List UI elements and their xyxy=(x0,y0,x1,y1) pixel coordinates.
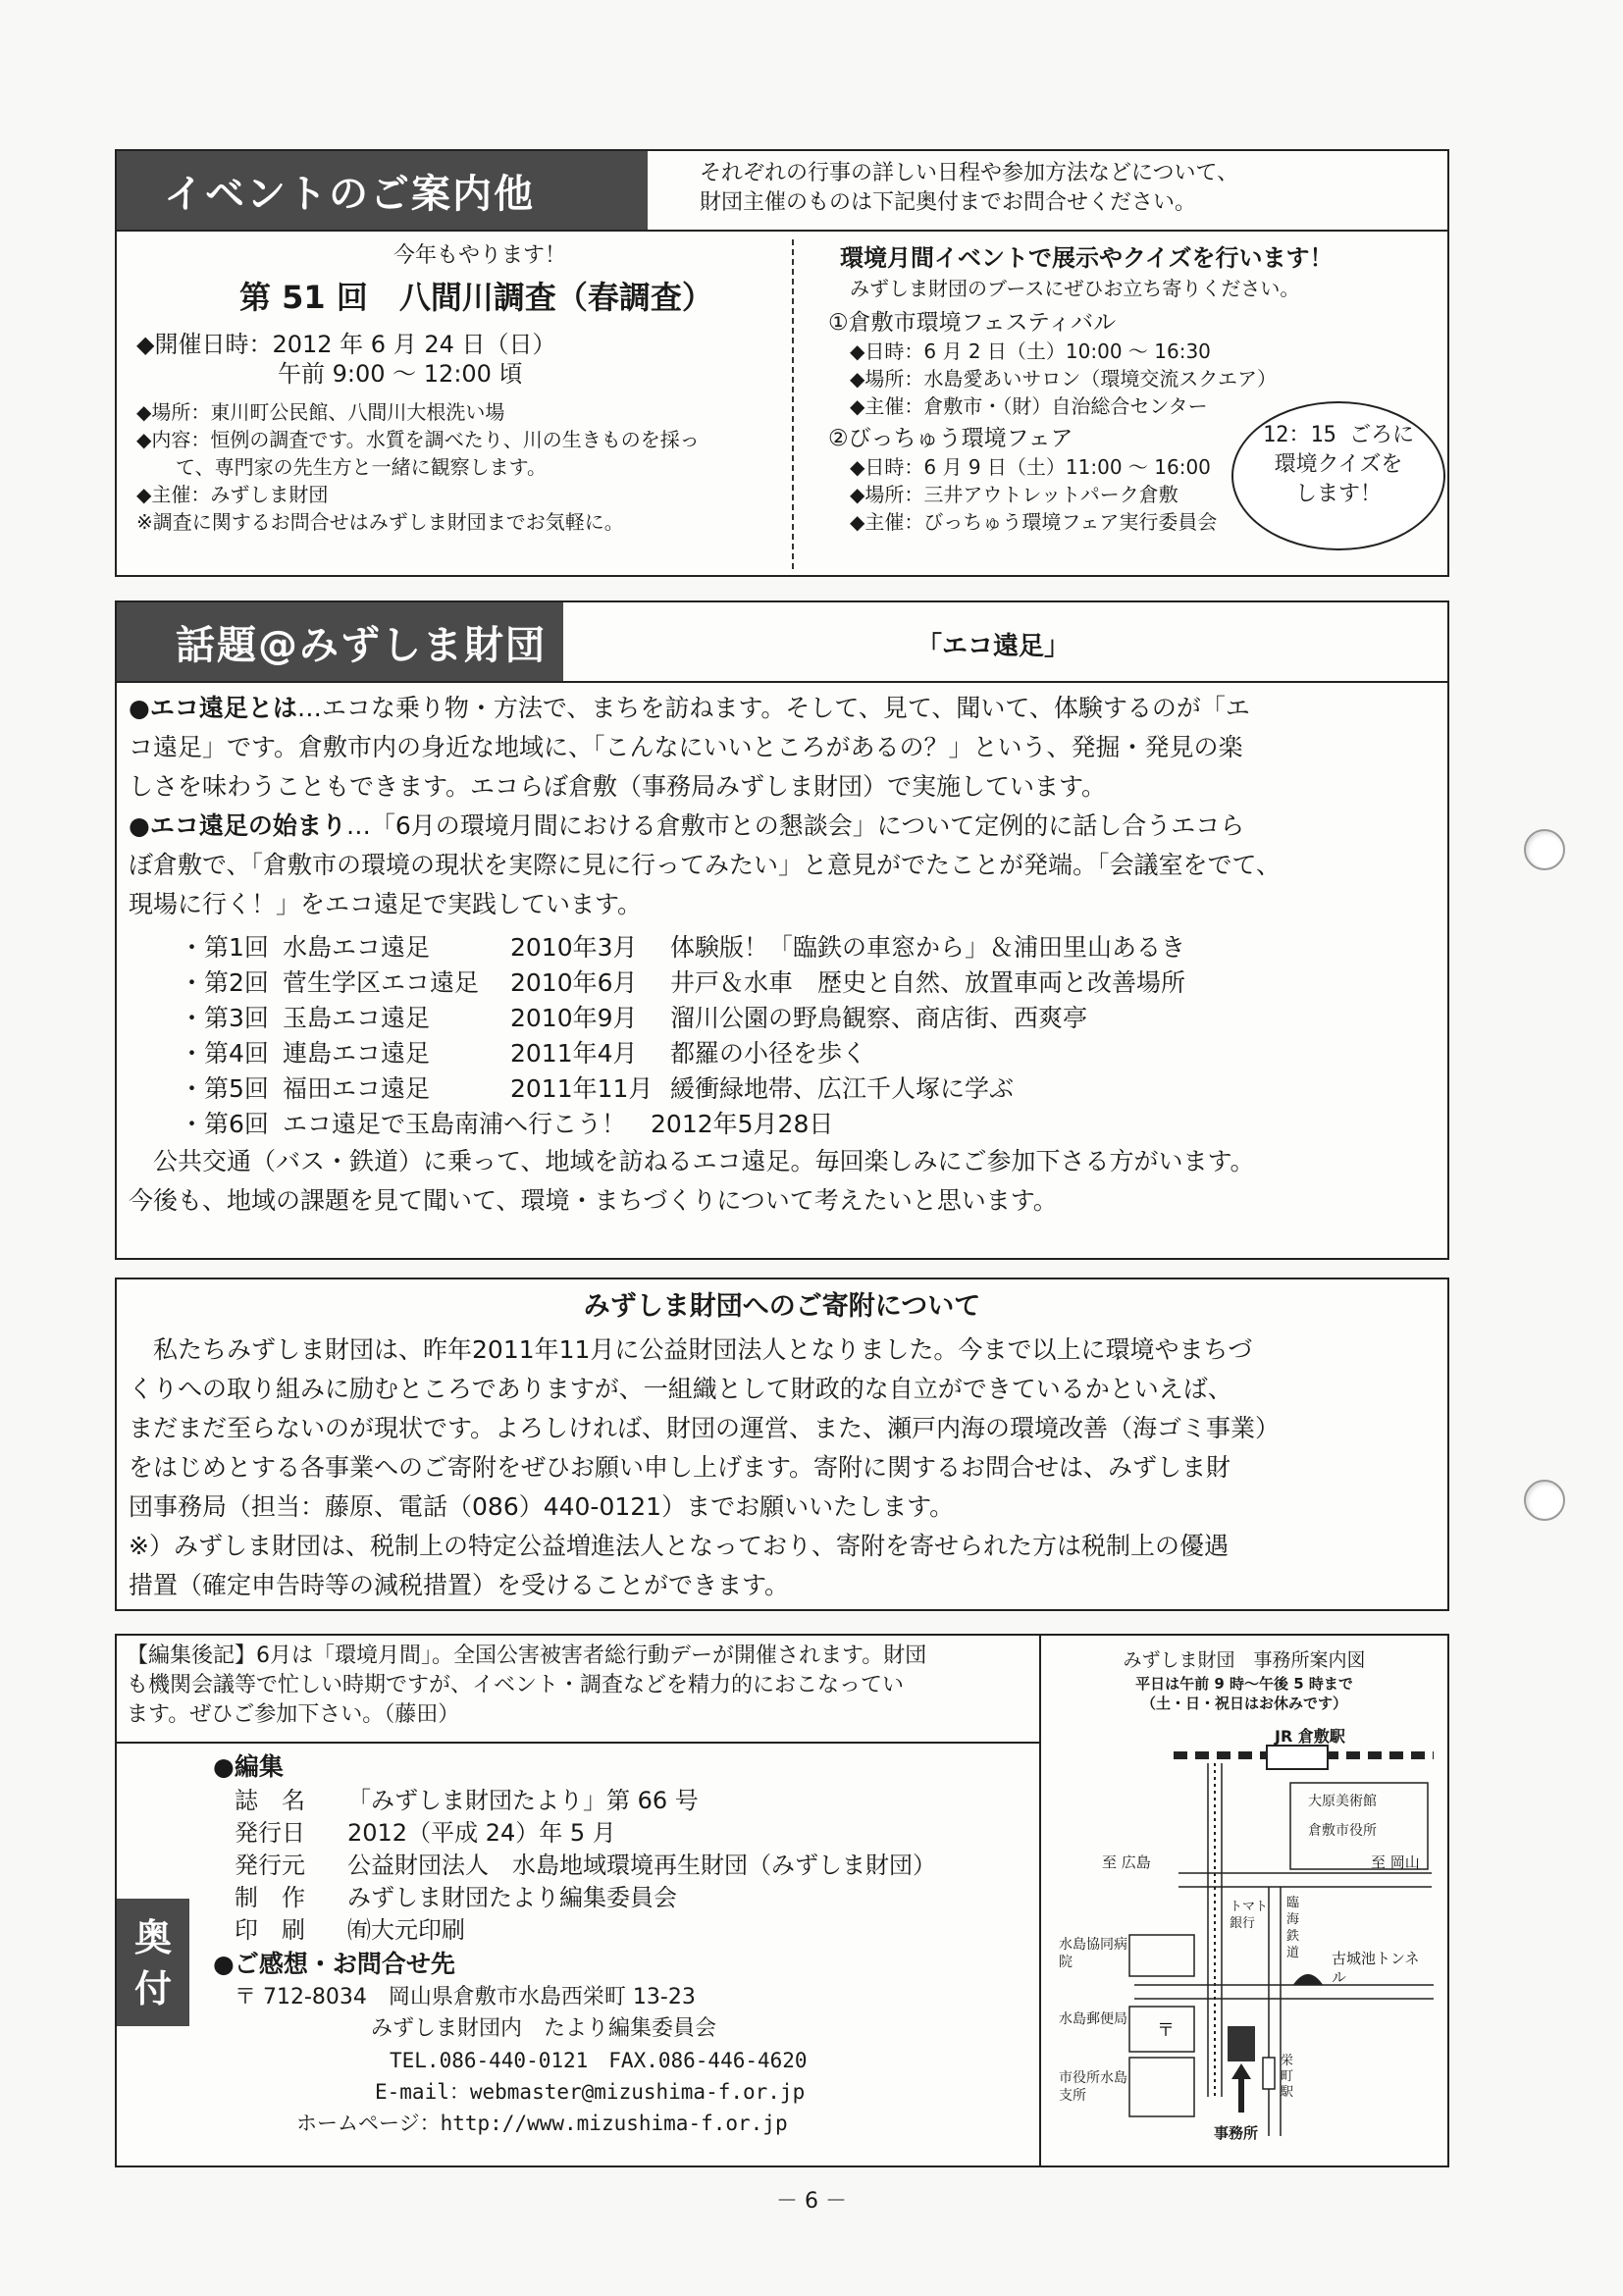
eco-ensoku-def-line: …エコな乗り物・方法で、まちを訪ねます。そして、見て、聞いて、体験するのが「エ xyxy=(296,694,1250,722)
env-event-line: ◆場所：三井アウトレットパーク倉敷 xyxy=(850,483,1178,506)
map-label-kyodo: 水島協同病院 xyxy=(1059,1937,1127,1970)
eco-ensoku-origin-line: 現場に行く！」をエコ遠足で実践しています。 xyxy=(129,890,643,918)
topic-body xyxy=(129,689,1440,1221)
env-event-line: ◆主催：びっちゅう環境フェア実行委員会 xyxy=(850,510,1218,534)
history-name: 水島エコ遠足 xyxy=(283,933,431,962)
history-row xyxy=(180,1105,1185,1140)
donation-line: 団事務局（担当：藤原、電話（086）440-0121）までお願いいたします。 xyxy=(129,1492,955,1521)
postscript-rule xyxy=(117,1742,1039,1744)
survey-kicker: 今年もやります！ xyxy=(393,243,567,268)
history-no: ・第5回 xyxy=(180,1074,269,1103)
editors-postscript xyxy=(127,1642,1039,1730)
eco-ensoku-origin-head: ●エコ遠足の始まり xyxy=(129,811,346,840)
contact-homepage: ホームページ：http://www.mizushima-f.or.jp xyxy=(296,2112,788,2135)
events-divider xyxy=(792,239,794,569)
edit-info xyxy=(213,1749,1037,2139)
colophon-section xyxy=(115,1634,1449,2167)
tunnel xyxy=(1294,1975,1322,1985)
map-label-eimachi: 栄町駅 xyxy=(1281,2054,1294,2100)
history-desc: 緩衝緑地帯、広江千人塚に学ぶ xyxy=(670,1074,1015,1103)
okuduke-char: 奥 xyxy=(133,1916,172,1959)
map-closed: （土・日・祝日はお休みです） xyxy=(1140,1695,1347,1712)
survey-line: ※調査に関するお問合せはみずしま財団までお気軽に。 xyxy=(136,510,624,534)
survey-line: ◆開催日時：2012 年 6 月 24 日（日） xyxy=(136,331,556,358)
edit-value: 「みずしま財団たより」第 66 号 xyxy=(347,1787,699,1814)
eco-ensoku-origin-line: …「6月の環境月間における倉敷市との懇談会」について定例的に話し合うエコら xyxy=(345,811,1245,840)
map-label-okayama: 至 岡山 xyxy=(1371,1853,1420,1871)
eco-ensoku-def-line: しさを味わうこともできます。エコらぼ倉敷（事務局みずしま財団）で実施しています。 xyxy=(129,772,1107,801)
page-number: － 6 － xyxy=(776,2189,847,2214)
eco-ensoku-def-head: ●エコ遠足とは xyxy=(129,694,297,722)
survey-line: 午前 9:00 ～ 12:00 頃 xyxy=(136,360,523,388)
donation-line: をはじめとする各事業へのご寄附をぜひお願い申し上げます。寄附に関するお問合せは、みずしま財 xyxy=(129,1453,1231,1482)
svg-text:〒: 〒 xyxy=(1157,2020,1175,2041)
env-events-title: 環境月間イベントで展示やクイズを行います！ xyxy=(840,244,1334,272)
history-date: 2011年4月 xyxy=(510,1039,638,1068)
env-event-line: ◆日時：6 月 9 日（土）11:00 ～ 16:00 xyxy=(850,455,1211,479)
contact-phone-fax: TEL.086-440-0121 FAX.086-446-4620 xyxy=(390,2049,808,2072)
history-desc: 都羅の小径を歩く xyxy=(670,1039,867,1068)
edit-label: 発行元 xyxy=(235,1852,305,1879)
postscript-line: ます。ぜひご参加下さい。（藤田） xyxy=(127,1702,460,1727)
history-no: ・第6回 xyxy=(180,1110,269,1138)
edit-label: 印 刷 xyxy=(235,1916,305,1944)
edit-label: 誌 名 xyxy=(235,1787,305,1814)
donation-line: くりへの取り組みに励むところでありますが、一組織として財政的な自立ができているかといえば、 xyxy=(129,1375,1232,1403)
donation-line: 私たちみずしま財団は、昨年2011年11月に公益財団法人となりました。今まで以上に環境やまちづ xyxy=(129,1335,1253,1364)
punch-hole-top xyxy=(1524,829,1565,870)
contact-email: E-mail：webmaster@mizushima-f.or.jp xyxy=(375,2080,806,2104)
history-date: 2010年6月 xyxy=(510,968,638,997)
env-event-line: ◆場所：水島愛あいサロン（環境交流スクエア） xyxy=(850,367,1277,391)
edit-label: 発行日 xyxy=(235,1819,305,1847)
history-no: ・第2回 xyxy=(180,968,269,997)
history-name: 玉島エコ遠足 xyxy=(283,1004,431,1032)
survey-line: ◆内容：恒例の調査です。水質を調べたり、川の生きものを採っ xyxy=(136,428,700,451)
topic-subtitle: 「エコ遠足」 xyxy=(916,632,1071,661)
events-header xyxy=(117,151,648,230)
topic-section xyxy=(115,600,1449,1260)
events-note-line: 財団主催のものは下記奥付までお問合せください。 xyxy=(700,190,1197,215)
map-label-ohara: 大原美術館 xyxy=(1308,1794,1377,1809)
edit-value: ㈲大元印刷 xyxy=(347,1916,465,1944)
map-label-tomato-bank: トマト銀行 xyxy=(1230,1900,1269,1931)
topic-closing-line: 公共交通（バス・鉄道）に乗って、地域を訪ねるエコ遠足。毎回楽しみにご参加下さる方がいます。 xyxy=(129,1147,1255,1175)
eco-ensoku-history xyxy=(180,928,1185,1140)
history-name: 菅生学区エコ遠足 xyxy=(283,968,480,997)
donation-body xyxy=(129,1331,1440,1605)
history-name: 連島エコ遠足 xyxy=(283,1039,431,1068)
map-label-office: 事務所 xyxy=(1214,2124,1259,2142)
map-label-rinkai: 臨海鉄道 xyxy=(1286,1896,1300,1960)
history-no: ・第1回 xyxy=(180,933,269,962)
jr-station xyxy=(1267,1746,1328,1769)
history-row xyxy=(180,964,1185,999)
office-arrow xyxy=(1231,2063,1251,2079)
env-event-line: ◆日時：6 月 2 日（土）10:00 ～ 16:30 xyxy=(850,339,1211,363)
donation-title: みずしま財団へのご寄附について xyxy=(583,1291,981,1322)
survey-line: ◆場所：東川町公民館、八間川大根洗い場 xyxy=(136,400,505,424)
history-name: エコ遠足で玉島南浦へ行こう！ xyxy=(283,1110,627,1138)
history-date: 2012年5月28日 xyxy=(651,1110,834,1138)
env-event-line: ◆主催：倉敷市・（財）自治総合センター xyxy=(850,394,1208,418)
okuduke-tab xyxy=(117,1899,189,2026)
topic-closing-line: 今後も、地域の課題を見て聞いて、環境・まちづくりについて考えたいと思います。 xyxy=(129,1186,1058,1215)
map-label-tunnel: 古城池トンネル xyxy=(1332,1950,1420,1986)
history-desc: 井戸＆水車 歴史と自然、放置車両と改善場所 xyxy=(670,968,1186,997)
map-title: みずしま財団 事務所案内図 xyxy=(1123,1649,1366,1671)
hachikengawa-survey xyxy=(136,241,882,536)
contact-address: みずしま財団内 たより編集委員会 xyxy=(235,2016,716,2041)
survey-title: 第 51 回 八間川調査（春調査） xyxy=(239,279,713,316)
donation-line: 措置（確定申告時等の減税措置）を受けることができます。 xyxy=(129,1571,790,1599)
history-desc: 体験版！「臨鉄の車窓から」＆浦田里山あるき xyxy=(670,933,1186,962)
map-label-hiroshima: 至 広島 xyxy=(1102,1853,1151,1871)
history-no: ・第3回 xyxy=(180,1004,269,1032)
env-event-name: ②びっちゅう環境フェア xyxy=(828,426,1073,451)
history-row xyxy=(180,999,1185,1034)
office-building xyxy=(1228,2026,1255,2061)
events-header-rule xyxy=(117,230,1447,232)
eimachi-station xyxy=(1263,2058,1275,2089)
contact-heading: ●ご感想・お問合せ先 xyxy=(213,1950,455,1978)
env-event-name: ①倉敷市環境フェスティバル xyxy=(828,310,1117,336)
donation-line: ※）みずしま財団は、税制上の特定公益増進法人となっており、寄附を寄せられた方は税制上の優遇 xyxy=(129,1532,1229,1560)
history-row xyxy=(180,928,1185,964)
contact-address: 〒 712-8034 岡山県倉敷市水島西栄町 13-23 xyxy=(235,1985,696,2009)
bubble-line: します！ xyxy=(1294,482,1382,506)
donation-line: まだまだ至らないのが現状です。よろしければ、財団の運営、また、瀬戸内海の環境改善（海ゴミ事業） xyxy=(129,1414,1281,1442)
map-hours: 平日は午前 9 時～午後 5 時まで xyxy=(1135,1675,1353,1693)
history-row xyxy=(180,1034,1185,1070)
branch-office-block xyxy=(1129,2058,1194,2116)
bubble-line: 12：15 ごろに xyxy=(1262,423,1415,447)
quiz-speech-bubble xyxy=(1231,401,1445,550)
bubble-line: 環境クイズを xyxy=(1274,452,1403,477)
postscript-line: 【編集後記】6月は「環境月間」。全国公害被害者総行動デーが開催されます。財団 xyxy=(127,1644,927,1668)
eco-ensoku-def-line: コ遠足」です。倉敷市内の身近な地域に、「こんなにいいところがあるの？」という、発掘・発見の楽 xyxy=(129,733,1243,761)
donation-section xyxy=(115,1278,1449,1611)
kyodo-hospital-block xyxy=(1129,1935,1194,1976)
history-row xyxy=(180,1070,1185,1105)
history-date: 2010年3月 xyxy=(510,933,638,962)
history-date: 2010年9月 xyxy=(510,1004,638,1032)
map-label-cityhall: 倉敷市役所 xyxy=(1308,1823,1377,1839)
events-title: イベントのご案内他 xyxy=(164,171,535,217)
events-section xyxy=(115,149,1449,577)
office-map xyxy=(1041,1636,1447,2166)
eco-ensoku-origin-line: ぼ倉敷で、「倉敷市の環境の現状を実際に見に行ってみたい」と意見がでたことが発端。「会議室をでて、 xyxy=(129,851,1282,879)
survey-line: ◆主催：みずしま財団 xyxy=(136,483,329,506)
okuduke-char: 付 xyxy=(133,1967,172,2010)
edit-value: 2012（平成 24）年 5 月 xyxy=(347,1819,616,1847)
edit-heading: ●編集 xyxy=(213,1752,284,1781)
map-label-branch: 市役所水島支所 xyxy=(1059,2070,1127,2104)
events-note xyxy=(700,159,1426,218)
map-label-post: 水島郵便局 xyxy=(1059,2011,1127,2027)
survey-line: て、専門家の先生方と一緒に観察します。 xyxy=(136,455,547,479)
env-events-intro: みずしま財団のブースにぜひお立ち寄りください。 xyxy=(850,277,1300,300)
history-desc: 溜川公園の野鳥観察、商店街、西爽亭 xyxy=(670,1004,1088,1032)
topic-header xyxy=(117,602,563,681)
history-date: 2011年11月 xyxy=(510,1074,654,1103)
edit-label: 制 作 xyxy=(235,1884,305,1911)
punch-hole-bottom xyxy=(1524,1480,1565,1521)
history-no: ・第4回 xyxy=(180,1039,269,1068)
topic-header-rule xyxy=(117,681,1447,683)
edit-value: 公益財団法人 水島地域環境再生財団（みずしま財団） xyxy=(347,1852,936,1879)
history-name: 福田エコ遠足 xyxy=(283,1074,431,1103)
postscript-line: も機関会議等で忙しい時期ですが、イベント・調査などを精力的におこなってい xyxy=(127,1673,905,1697)
map-label-station: JR 倉敷駅 xyxy=(1275,1727,1345,1746)
events-note-line: それぞれの行事の詳しい日程や参加方法などについて、 xyxy=(700,161,1239,185)
topic-title: 話題@みずしま財団 xyxy=(176,622,547,668)
edit-value: みずしま財団たより編集委員会 xyxy=(347,1884,677,1911)
